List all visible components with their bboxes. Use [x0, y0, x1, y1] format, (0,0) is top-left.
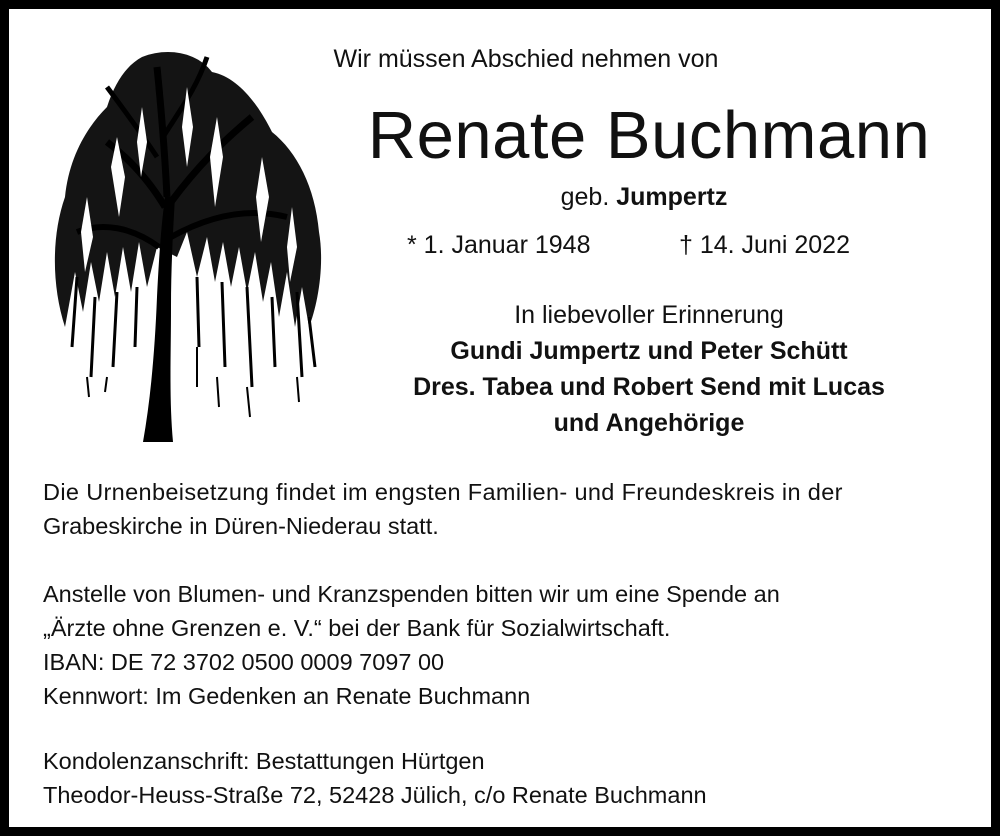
- burial-paragraph: [43, 475, 967, 543]
- mourner-line-2: Dres. Tabea und Robert Send mit Lucas: [413, 373, 885, 401]
- death-date: † 14. Juni 2022: [679, 231, 850, 259]
- deceased-name: Renate Buchmann: [367, 98, 931, 173]
- donation-line-2: „Ärzte ohne Grenzen e. V.“ bei der Bank für Sozialwirtschaft.: [43, 615, 671, 641]
- condolence-line-2: Theodor-Heuss-Straße 72, 52428 Jülich, c/o Renate Buchmann: [43, 782, 707, 808]
- maiden-name: [409, 183, 879, 212]
- burial-line-1: Die Urnenbeisetzung findet im engsten Familien- und Freundeskreis in der: [43, 479, 843, 505]
- intro-text: Wir müssen Abschied nehmen von: [333, 45, 719, 73]
- mourner-line-1: Gundi Jumpertz und Peter Schütt: [450, 337, 848, 365]
- condolence-paragraph: [43, 744, 967, 812]
- donation-iban: IBAN: DE 72 3702 0500 0009 7097 00: [43, 649, 445, 675]
- maiden-surname: Jumpertz: [616, 183, 728, 211]
- mourner-line-3: und Angehörige: [553, 409, 745, 437]
- donation-keyword: Kennwort: Im Gedenken an Renate Buchmann: [43, 683, 531, 709]
- memory-block: [339, 297, 959, 441]
- burial-line-2: Grabeskirche in Düren-Niederau statt.: [43, 513, 439, 539]
- donation-line-1: Anstelle von Blumen- und Kranzspenden bitten wir um eine Spende an: [43, 581, 780, 607]
- birth-date: * 1. Januar 1948: [407, 231, 591, 259]
- donation-paragraph: [43, 577, 967, 713]
- maiden-prefix: geb.: [560, 183, 610, 211]
- condolence-line-1: Kondolenzanschrift: Bestattungen Hürtgen: [43, 748, 485, 774]
- memory-heading: In liebevoller Erinnerung: [514, 301, 784, 329]
- weeping-willow-icon: [47, 47, 327, 442]
